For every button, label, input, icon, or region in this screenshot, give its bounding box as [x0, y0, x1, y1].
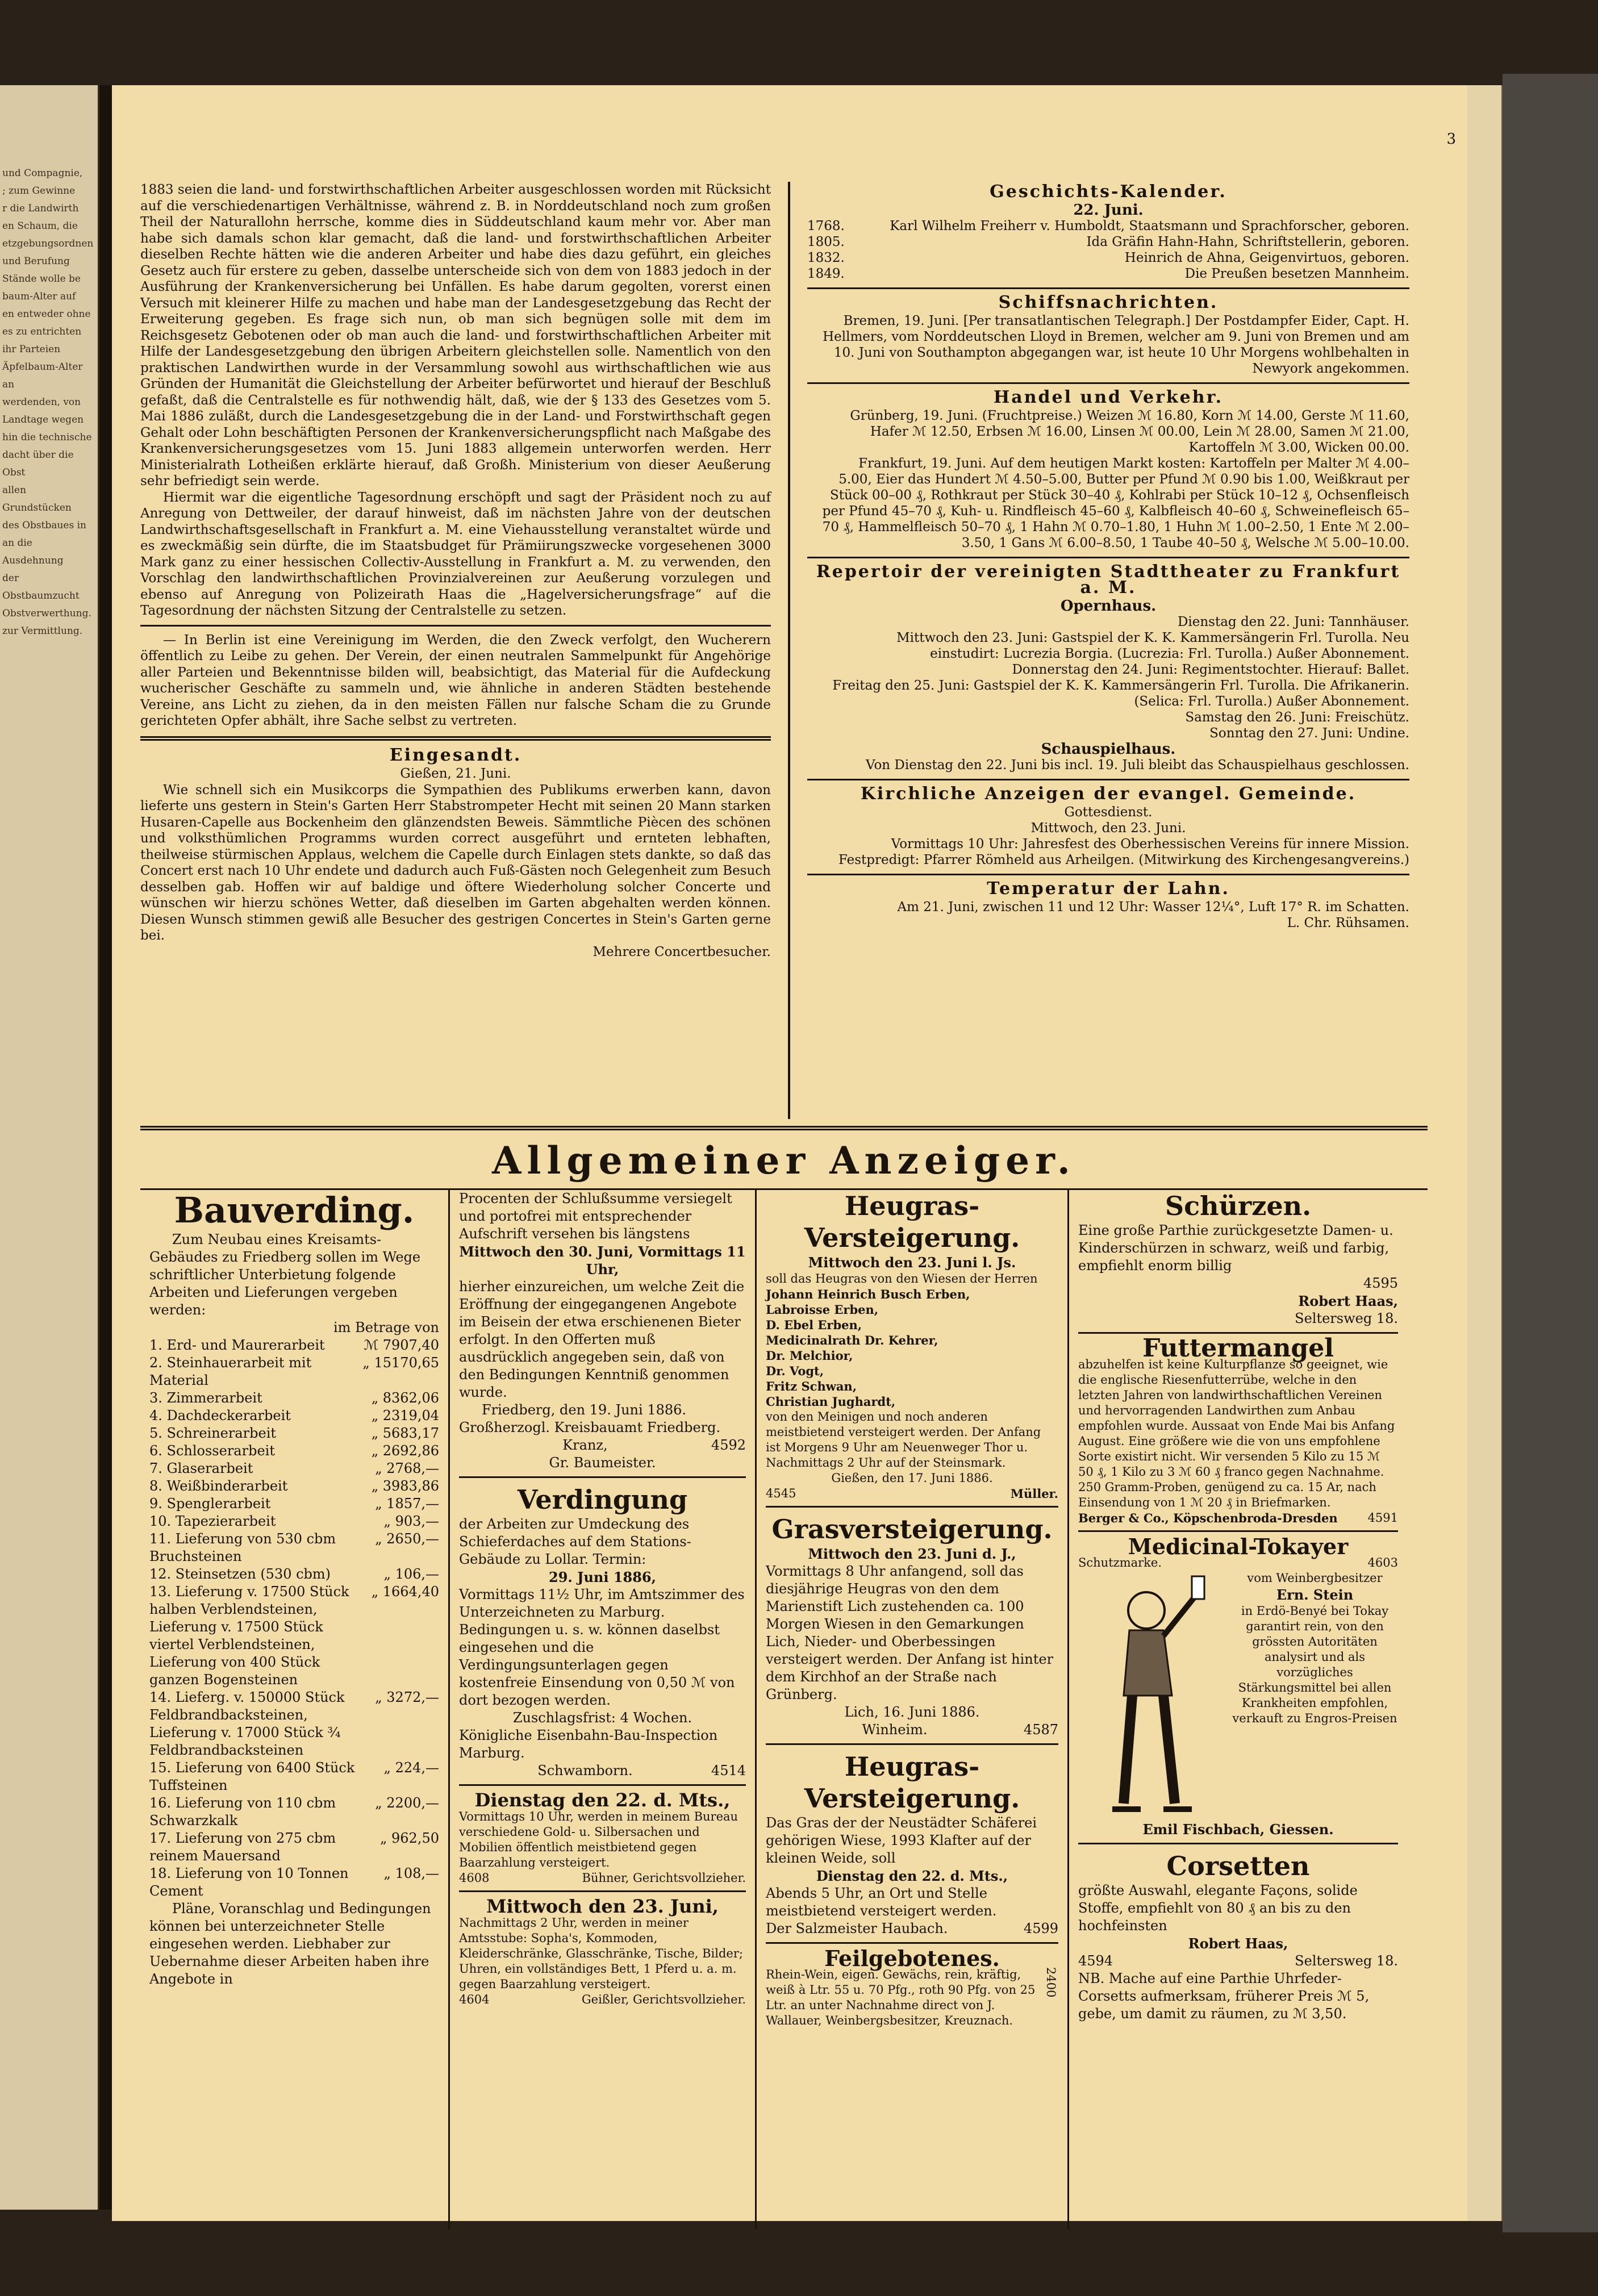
bauverding-item [149, 1513, 439, 1530]
church-title: Kirchliche Anzeigen der evangel. Gemeinde. [860, 784, 1357, 804]
ad-number: 4599 [1023, 1921, 1058, 1936]
left-margin-line: es zu entrichten [2, 326, 82, 337]
bauverding-item-value: „ 903,— [383, 1513, 439, 1529]
submitted-text: Wie schnell sich ein Musikcorps die Sympathien des Publikums erwerben kann, davon lieferte uns gestern in Stein's Garten Herr Stabstrompeter Hecht mit seinen 20 Mann starken Husaren-Capelle aus Bockenheim den glänzendsten Beweis. Sämmtliche Piècen des schönen und volksthümlichen Programms wurden correct ausgeführt und ernteten lebhaften, theilweise stürmischen Applaus, welchem die Capelle durch Einlagen stets dankte, so daß das Concert erst nach 10 Uhr endete und dadurch auch Fuß-Gästen noch Gelegenheit zum Besuch desselben gab. Hoffen wir auf baldige und öftere Wiederholung solcher Concerte und wünschen wir hierzu schönes Wetter, daß dieselben im Garten abgehalten werden können. Diesen Wunsch stimmen gewiß alle Besucher des gestrigen Concertes in Stein's Garten gerne bei. [140, 782, 771, 943]
heugras2-title: Heugras-Versteigerung. [804, 1751, 1020, 1814]
bauverding-items [149, 1337, 439, 1900]
heugras-owner-name: Labroisse Erben, [766, 1303, 879, 1317]
bauverding-item-value: „ 5683,17 [371, 1425, 439, 1441]
tokayer-name: Ern. Stein [1276, 1587, 1354, 1603]
bauverding-cont-text2: hierher einzureichen, um welche Zeit die Eröffnung der eingegangenen Angebote im Beisein der etwa erschienenen Bieter erfolgt. In den Offerten muß ausdrücklich angegeben sein, daß von den Bedingungen Kenntniß genommen wurde. [459, 1279, 745, 1400]
bauverding-item-label: 18. Lieferung von 10 Tonnen Cement [149, 1865, 349, 1899]
heugras-owner-name: Dr. Vogt, [766, 1364, 824, 1378]
newspaper-page [112, 85, 1467, 2221]
heugras-owner-name: Fritz Schwan, [766, 1379, 857, 1393]
corsetten-sign: Robert Haas, [1188, 1935, 1288, 1952]
left-margin-line: der Obstbaumzucht [2, 573, 80, 602]
bauverding-item [149, 1337, 439, 1354]
theatre-line: Samstag den 26. Juni: Freischütz. [1185, 710, 1409, 725]
trademark-figure-image [1078, 1571, 1226, 1821]
bauverding-item-value: ℳ 7907,40 [364, 1337, 439, 1353]
theatre-title: Repertoir der vereinigten Stadttheater zu Frankfurt a. M. [816, 562, 1401, 598]
auction2-title: Mittwoch den 23. Juni, [486, 1896, 719, 1917]
bauverding-item-label: 16. Lieferung von 110 cbm Schwarzkalk [149, 1795, 336, 1829]
bauverding-item-label: 8. Weißbinderarbeit [149, 1478, 288, 1494]
heugras-owner-name: D. Ebel Erben, [766, 1318, 862, 1332]
bauverding-cont-text: Procenten der Schlußsumme versiegelt und portofrei mit entsprechender Aufschrift versehen bis längstens [459, 1191, 732, 1242]
bauverding-title: Bauverding. [174, 1189, 415, 1231]
bauverding-item [149, 1566, 439, 1583]
ad-column-1 [140, 1190, 450, 2230]
bauverding-item [149, 1442, 439, 1460]
bauverding-item-label: 15. Lieferung von 6400 Stück Tuffsteinen [149, 1760, 355, 1793]
left-margin-line: werdenden, von [2, 396, 81, 408]
left-margin-line: en entweder ohne [2, 308, 91, 320]
bauverding-item-label: 3. Zimmerarbeit [149, 1390, 262, 1406]
bauverding-item [149, 1407, 439, 1425]
article-paragraph: — In Berlin ist eine Vereinigung im Werden, die den Zweck verfolgt, den Wucherern öffentlich zu Leibe zu gehen. Der Verein, der einen neutralen Sammelpunkt für Angehörige aller Parteien und Bekenntnisse bilden will, beabsichtigt, das Material für die Aufdeckung wucherischer Geschäfte zu sammeln und, wie ähnliche in anderen Städten bestehende Vereine, ans Licht zu ziehen, da in den meisten Fällen nur falsche Scham die zu Grunde gerichteten Opfer abhält, ihre Sache selbst zu vertreten. [140, 632, 771, 728]
calendar-title: Geschichts-Kalender. [990, 182, 1227, 202]
calendar-text: Heinrich de Ahna, Geigenvirtuos, geboren. [1124, 251, 1409, 265]
heugras2-text: Das Gras der der Neustädter Schäferei gehörigen Wiese, 1993 Klafter auf der kleinen Weide, soll [766, 1815, 1037, 1866]
calendar-text: Die Preußen besetzen Mannheim. [1184, 266, 1409, 281]
temperature-title: Temperatur der Lahn. [987, 879, 1230, 899]
bauverding-item-label: 6. Schlosserarbeit [149, 1443, 275, 1459]
bauverding-item [149, 1495, 439, 1513]
bauverding-item-value: „ 2692,86 [371, 1443, 439, 1459]
bauverding-item-value: „ 3272,— [375, 1689, 439, 1705]
ad-number: 4591 [1367, 1511, 1398, 1525]
bauverding-item-value: „ 1857,— [375, 1496, 439, 1512]
bauverding-item-label: 11. Lieferung von 530 cbm Bruchsteinen [149, 1531, 336, 1564]
page-number: 3 [1446, 131, 1456, 148]
theatre-line: Freitag den 25. Juni: Gastspiel der K. K. Kammersängerin Frl. Turolla. Die Afrikanerin. (Selica: Frl. Turolla.) Außer Abonnement. [832, 678, 1409, 709]
bauverding-item-label: 7. Glaserarbeit [149, 1460, 253, 1476]
bauverding-cont-sign: Kranz, [562, 1437, 608, 1453]
heugras-owner-name: Medicinalrath Dr. Kehrer, [766, 1333, 938, 1347]
corsetten-addr: Seltersweg 18. [1295, 1953, 1398, 1969]
schuerzen-text: Eine große Parthie zurückgesetzte Damen- u. Kinderschürzen in schwarz, weiß und farbig, empfiehlt enorm billig [1078, 1222, 1393, 1274]
left-margin-line: ; zum Gewinne [2, 185, 76, 197]
theatre-line: Donnerstag den 24. Juni: Regimentstochter. Hierauf: Ballet. [1012, 662, 1409, 677]
news-column [807, 182, 1409, 1119]
bauverding-outro: Pläne, Voranschlag und Bedingungen können bei unterzeichneter Stelle eingesehen werden. Liebhaber zur Uebernahme dieser Arbeiten haben ihre Angebote in [149, 1901, 431, 1987]
heugras1-title: Heugras-Versteigerung. [804, 1191, 1020, 1253]
calendar-year: 1849. [807, 266, 845, 281]
calendar-text: Ida Gräfin Hahn-Hahn, Schriftstellerin, geboren. [1086, 235, 1409, 249]
verdingung-title: Verdingung [517, 1484, 688, 1515]
bauverding-item [149, 1460, 439, 1477]
heugras1-text: soll das Heugras von den Wiesen der Herren [766, 1272, 1038, 1285]
temperature-text: Am 21. Juni, zwischen 11 und 12 Uhr: Wasser 12¼°, Luft 17° R. im Schatten. [897, 900, 1409, 915]
bauverding-item-label: 2. Steinhauerarbeit mit Material [149, 1355, 312, 1388]
trade-title: Handel und Verkehr. [993, 387, 1224, 407]
left-margin-line: hin die technische [2, 432, 92, 443]
playhouse-label: Schauspielhaus. [1041, 741, 1176, 758]
theatre-line: Dienstag den 22. Juni: Tannhäuser. [1177, 615, 1409, 629]
trade-text: Frankfurt, 19. Juni. Auf dem heutigen Markt kosten: Kartoffeln per Malter ℳ 4.00–5.00, Eier das Hundert ℳ 4.50–5.00, Butter per Pfund ℳ 0.90 bis 1.00, Weißkraut per Stück 00–00 ₰, Rothkraut per Stück 30–40 ₰, Kohlrabi per Stück 10–12 ₰, Ochsenfleisch per Pfund 45–70 ₰, Kuh- u. Rindfleisch 45–60 ₰, Kalbfleisch 40–60 ₰, Schweinefleisch 65–70 ₰, Hammelfleisch 50–70 ₰, 1 Hahn ℳ 0.70–1.80, 1 Huhn ℳ 1.00–2.50, 1 Ente ℳ 2.00–3.50, 1 Gans ℳ 6.00–8.50, 1 Taube 40–50 ₰, Welsche ℳ 5.00–10.00. [822, 456, 1409, 550]
playhouse-text: Von Dienstag den 22. Juni bis incl. 19. Juli bleibt das Schauspielhaus geschlossen. [865, 758, 1409, 773]
tokayer-from: vom Weinbergbesitzer [1247, 1571, 1383, 1585]
bauverding-item-value: „ 106,— [383, 1566, 439, 1582]
left-margin-line: des Obstbaues in [2, 520, 86, 531]
left-margin-line: zur Vermittlung. [2, 625, 83, 637]
bauverding-item-label: 14. Lieferg. v. 150000 Stück Feldbrandbacksteinen, Lieferung v. 17000 Stück ¾ Feldbrandbacksteinen [149, 1689, 345, 1758]
heugras1-date: Mittwoch den 23. Juni l. Js. [808, 1254, 1016, 1271]
bauverding-item-value: „ 15170,65 [362, 1355, 439, 1371]
ad-number: 4604 [459, 1993, 490, 2006]
calendar-entry [807, 218, 1409, 234]
bauverding-item-label: 1. Erd- und Maurerarbeit [149, 1337, 325, 1353]
ad-number: 2400 [1044, 1967, 1058, 1998]
left-margin-line: Äpfelbaum-Alter an [2, 361, 83, 390]
bauverding-item-label: 13. Lieferung v. 17500 Stück halben Verblendsteinen, Lieferung v. 17500 Stück viertel Verblendsteinen, Lieferung von 400 Stück ganzen Bogensteinen [149, 1584, 349, 1688]
schuerzen-sign: Robert Haas, [1298, 1293, 1398, 1309]
submitted-title: Eingesandt. [389, 745, 522, 765]
bauverding-item [149, 1794, 439, 1830]
ad-number: 4608 [459, 1871, 490, 1885]
bauverding-item-value: „ 2200,— [375, 1795, 439, 1811]
corsetten-text: größte Auswahl, elegante Façons, solide Stoffe, empfiehlt von 80 ₰ an bis zu den hochfeinsten [1078, 1882, 1358, 1934]
bauverding-intro: Zum Neubau eines Kreisamts-Gebäudes zu Friedberg sollen im Wege schriftlicher Unterbietung folgende Arbeiten und Lieferungen vergeben werden: [149, 1232, 421, 1318]
book-spine [99, 85, 112, 2210]
bauverding-item [149, 1425, 439, 1442]
ad-number: 4514 [711, 1763, 746, 1779]
schuerzen-addr: Seltersweg 18. [1295, 1310, 1398, 1326]
ad-number: 4595 [1363, 1275, 1398, 1291]
church-sub: Gottesdienst. [1064, 805, 1153, 820]
calendar-year: 1768. [807, 219, 845, 233]
heugras1-text2: von den Meinigen und noch anderen meistbietend versteigert werden. Der Anfang ist Morgens 9 Uhr am Neuenweger Thor u. Nachmittags 2 Uhr auf der Steinsmark. [766, 1410, 1041, 1470]
bauverding-item-label: 4. Dachdeckerarbeit [149, 1408, 291, 1423]
futtermangel-text: abzuhelfen ist keine Kulturpflanze so geeignet, wie die englische Riesenfutterrübe, welche in den letzten Jahren von landwirthschaftlichen Vereinen und hervorragenden Landwirthen zum Anbau empfohlen wurde. Aussaat von Ende Mai bis Anfang August. Eine größere wie die von uns empfohlene Sorte existirt nicht. Wir versenden 5 Kilo zu 15 ℳ 50 ₰, 1 Kilo zu 3 ℳ 60 ₰ franco gegen Nachnahme. 250 Gramm-Proben, genügend zu ca. 15 Ar, nach Einsendung von 1 ℳ 20 ₰ in Briefmarken. [1078, 1358, 1395, 1509]
auction1-sign: Bühner, Gerichtsvollzieher. [582, 1871, 746, 1885]
verdingung-text: der Arbeiten zur Umdeckung des Schieferdaches auf dem Stations-Gebäude zu Lollar. Termin: [459, 1516, 691, 1567]
tokayer-text: garantirt rein, von den grössten Autoritäten analysirt und als vorzügliches Stärkungsmittel bei allen Krankheiten empfohlen, verkauft zu Engros-Preisen [1232, 1619, 1397, 1725]
advertiser-title: Allgemeiner Anzeiger. [492, 1138, 1076, 1183]
theatre-line: Mittwoch den 23. Juni: Gastspiel der K. K. Kammersängerin Frl. Turolla. Neu einstudirt: Lucrezia Borgia. (Lucrezia: Frl. Turolla.) Außer Abonnement. [896, 631, 1409, 661]
auction2-sign: Geißler, Gerichtsvollzieher. [581, 1993, 746, 2006]
grasversteigerung-text: Vormittags 8 Uhr anfangend, soll das diesjährige Heugras von den dem Marienstift Lich zustehenden ca. 100 Morgen Wiesen in den Gemarkungen Lich, Nieder- und Oberbessingen versteigert werden. Der Anfang ist hinter dem Kirchhof an der Straße nach Grünberg. [766, 1563, 1054, 1702]
calendar-entry [807, 266, 1409, 282]
calendar-entries [807, 218, 1409, 282]
left-margin-line: etzgebungsordnen [2, 238, 94, 249]
heugras1-names [766, 1287, 1058, 1409]
left-margin-line: Landtage wegen [2, 414, 84, 425]
left-margin-text [2, 165, 94, 640]
heugras-owner-name: Johann Heinrich Busch Erben, [766, 1287, 970, 1301]
bauverding-item-value: „ 2650,— [375, 1531, 439, 1547]
tokayer-place: in Erdö-Benyé bei Tokay [1241, 1604, 1389, 1618]
left-margin-line: und Berufung [2, 256, 70, 267]
bauverding-amount-header: im Betrage von [333, 1320, 439, 1335]
ad-number: 4545 [766, 1487, 796, 1500]
article-paragraph: Hiermit war die eigentliche Tagesordnung erschöpft und sagt der Präsident noch zu auf Anregung von Dettweiler, der darauf hinweist, daß im nächsten Jahre von der deutschen Landwirthschaftsgesellschaft in Frankfurt a. M. eine Viehausstellung veranstaltet würde und es zweckmäßig sein dürfte, die im Staatsbudget für Prämiirungszwecke vorgesehenen 3000 Mark ganz zu einer hessischen Collectiv-Ausstellung in Frankfurt a. M. zu verwenden, den Vorschlag den landwirthschaftlichen Provinzialvereinen zur Aeußerung vorzulegen und ebenso auf Anregung von Polizeirath Haas die „Hagelversicherungsfrage“ auf die Tagesordnung der nächsten Sitzung der Centralstelle zu setzen. [140, 490, 771, 618]
bauverding-item-value: „ 962,50 [379, 1830, 439, 1846]
left-margin-line: dacht über die Obst [2, 449, 74, 478]
verdingung-date: 29. Juni 1886, [549, 1569, 656, 1585]
verdingung-office: Königliche Eisenbahn-Bau-Inspection Marburg. [459, 1727, 718, 1761]
bauverding-item-label: 12. Steinsetzen (530 cbm) [149, 1566, 331, 1582]
ad-number: 4603 [1367, 1556, 1398, 1569]
grasversteigerung-place: Lich, 16. Juni 1886. [844, 1704, 980, 1720]
bauverding-item-label: 9. Spenglerarbeit [149, 1496, 271, 1512]
heugras1-sign: Müller. [1010, 1487, 1058, 1501]
theatre-lines [807, 614, 1409, 741]
heugras-owner-name: Christian Jughardt, [766, 1395, 896, 1409]
calendar-year: 1832. [807, 251, 845, 265]
bauverding-item [149, 1865, 439, 1900]
bauverding-item-value: „ 2768,— [375, 1460, 439, 1476]
theatre-line: Sonntag den 27. Juni: Undine. [1209, 726, 1409, 741]
left-margin-line: en Schaum, die [2, 220, 78, 232]
heugras2-sign: Der Salzmeister Haubach. [766, 1921, 948, 1936]
temperature-sign: L. Chr. Rühsamen. [1287, 916, 1409, 930]
bauverding-item-value: „ 8362,06 [371, 1390, 439, 1406]
ad-number: 4592 [711, 1437, 746, 1453]
bauverding-item [149, 1689, 439, 1759]
article-paragraph: 1883 seien die land- und forstwirthschaftlichen Arbeiter ausgeschlossen worden mit Rücksicht auf die verschiedenartigen Verhältnisse, während z. B. in Norddeutschland noch zum großen Theil der Naturallohn herrsche, komme dies in Süddeutschland kaum mehr vor. Aber man habe sich damals schon klar gemacht, daß die land- und forstwirthschaftlichen Arbeiter dieselben Rechte hätten wie die anderen Arbeiter und habe dies dazu geführt, ein gleiches Gesetz auch für erstere zu geben, dasselbe unterscheide sich von dem von 1883 jedoch in der Ausführung der Krankenversicherung bei Unfällen. Es habe darum gegolten, vorerst einen Versuch mit kleinerer Hilfe zu machen und habe man der Landesgesetzgebung das Recht der Erweiterung gegeben. Es frage sich nun, ob man sich begnügen solle mit dem im Reichsgesetz Gebotenen oder ob man auch die land- und forstwirthschaftlichen Arbeiter mit Hilfe der Landesgesetzgebung den übrigen Arbeitern gleichstellen solle. Namentlich von den praktischen Landwirthen wurde in der Versammlung sowohl aus wirthschaftlichen wie aus Gründen der Humanität die Gleichstellung der Arbeiter befürwortet und hierauf der Beschluß gefaßt, daß die Centralstelle es für nothwendig hält, daß, wie der § 133 des Gesetzes vom 5. Mai 1886 zuläßt, durch die Landesgesetzgebung die in der Land- und Forstwirthschaft gegen Gehalt oder Lohn beschäftigten Personen der Krankenversicherungspflicht nach Maßgabe des Krankenversicherungsgesetzes vom 15. Juni 1883 allgemein unterworfen werden. Herr Ministerialrath Lotheißen erklärte hierauf, daß Großh. Ministerium von dieser Aeußerung sehr befriedigt sein werde. [140, 182, 771, 489]
calendar-entry [807, 234, 1409, 250]
left-margin-line: ihr Parteien [2, 344, 61, 355]
page-edge [1467, 85, 1503, 2221]
bauverding-item-label: 10. Tapezierarbeit [149, 1513, 276, 1529]
left-margin-line: an die Ausdehnung [2, 537, 64, 566]
ad-column-4 [1069, 1190, 1407, 2230]
corsetten-nb: NB. Mache auf eine Parthie Uhrfeder-Corsetts aufmerksam, früherer Preis ℳ 5, gebe, um damit zu räumen, zu ℳ 3,50. [1078, 1971, 1370, 2022]
church-date: Mittwoch, den 23. Juni. [1030, 821, 1186, 836]
bauverding-cont-sign2: Gr. Baumeister. [549, 1455, 656, 1471]
bauverding-item [149, 1759, 439, 1794]
feilgebotenes-title: Feilgebotenes. [824, 1946, 1000, 1971]
heugras2-text2: Abends 5 Uhr, an Ort und Stelle meistbietend versteigert werden. [766, 1885, 997, 1919]
ad-column-2 [450, 1190, 757, 2230]
left-margin-line: r die Landwirth [2, 203, 79, 214]
bauverding-item-label: 17. Lieferung von 275 cbm reinem Mauersand [149, 1830, 336, 1864]
bauverding-cont-date: Mittwoch den 30. Juni, Vormittags 11 Uhr, [459, 1243, 746, 1278]
tokayer-title: Medicinal-Tokayer [1128, 1534, 1349, 1559]
bauverding-item [149, 1830, 439, 1865]
auction2-text: Nachmittags 2 Uhr, werden in meiner Amtsstube: Sopha's, Kommoden, Kleiderschränke, Glasschränke, Tische, Bilder; Uhren, ein vollständiges Bett, 1 Pferd u. a. m. gegen Baarzahlung versteigert. [459, 1916, 743, 1991]
verdingung-term: Zuschlagsfrist: 4 Wochen. [512, 1710, 692, 1726]
left-margin-line: Stände wolle be [2, 273, 81, 285]
calendar-entry [807, 250, 1409, 266]
advertisements [140, 1188, 1428, 2230]
futtermangel-title: Futtermangel [1142, 1334, 1334, 1363]
ad-number: 4594 [1078, 1953, 1113, 1969]
heugras1-place: Gießen, den 17. Juni 1886. [831, 1471, 993, 1485]
auction1-text: Vormittags 10 Uhr, werden in meinem Bureau verschiedene Gold- u. Silbersachen und Mobilien öffentlich meistbietend gegen Baarzahlung versteigert. [459, 1810, 738, 1869]
opera-label: Opernhaus. [1060, 598, 1157, 615]
bauverding-item-value: „ 2319,04 [371, 1408, 439, 1423]
ad-number: 4587 [1023, 1722, 1058, 1738]
feilgebotenes-text: Rhein-Wein, eigen. Gewächs, rein, kräftig, weiß à Ltr. 55 u. 70 Pfg., roth 90 Pfg. von 25 Ltr. an unter Nachnahme direct von J. Wallauer, Weinbergsbesitzer, Kreuznach. [766, 1968, 1036, 2027]
bauverding-item-value: „ 224,— [383, 1760, 439, 1776]
heugras-owner-name: Dr. Melchior, [766, 1349, 853, 1363]
shipping-text: Bremen, 19. Juni. [Per transatlantischen Telegraph.] Der Postdampfer Eider, Capt. H. Hellmers, vom Norddeutschen Lloyd in Bremen, welcher am 9. Juni von Bremen und am 10. Juni von Southampton abgegangen war, ist heute 10 Uhr Morgens wohlbehalten in Newyork angekommen. [823, 314, 1409, 376]
bauverding-item [149, 1583, 439, 1689]
bauverding-item-value: „ 108,— [383, 1865, 439, 1881]
futtermangel-sign: Berger & Co., Köpschenbroda-Dresden [1078, 1511, 1338, 1525]
bauverding-item-value: „ 1664,40 [371, 1584, 439, 1600]
submitted-sign: Mehrere Concertbesucher. [593, 944, 771, 959]
bauverding-item [149, 1530, 439, 1566]
calendar-year: 1805. [807, 235, 845, 249]
binding-edge [1503, 74, 1598, 2232]
grasversteigerung-title: Grasversteigerung. [771, 1514, 1053, 1544]
shipping-title: Schiffsnachrichten. [998, 293, 1219, 312]
ad-column-3 [757, 1190, 1069, 2230]
trade-text: Grünberg, 19. Juni. (Fruchtpreise.) Weizen ℳ 16.80, Korn ℳ 14.00, Gerste ℳ 11.60, Hafer ℳ 12.50, Erbsen ℳ 16.00, Linsen ℳ 00.00, Lein ℳ 28.00, Samen ℳ 21.00, Kartoffeln ℳ 3.00, Wicken 00.00. [850, 408, 1409, 455]
heugras2-date: Dienstag den 22. d. Mts., [816, 1868, 1008, 1884]
tokayer-seller: Emil Fischbach, Giessen. [1142, 1821, 1334, 1838]
upper-section [140, 182, 1428, 1119]
verdingung-text2: Vormittags 11½ Uhr, im Amtszimmer des Unterzeichneten zu Marburg. Bedingungen u. s. w. können daselbst eingesehen und die Verdingungsunterlagen gegen kostenfreie Einsendung von 0,50 ℳ von dort bezogen werden. [459, 1587, 745, 1708]
church-text: Vormittags 10 Uhr: Jahresfest des Oberhessischen Vereins für innere Mission. Festpredigt: Pfarrer Römheld aus Arheilgen. (Mitwirkung des Kirchengesangvereins.) [838, 837, 1409, 867]
bauverding-cont-place: Friedberg, den 19. Juni 1886. [482, 1402, 687, 1418]
bauverding-cont-office: Großherzogl. Kreisbauamt Friedberg. [459, 1420, 721, 1435]
submitted-place: Gießen, 21. Juni. [400, 766, 511, 781]
left-page-margin [0, 85, 99, 2210]
bauverding-item [149, 1354, 439, 1389]
corsetten-title: Corsetten [1166, 1851, 1310, 1881]
grasversteigerung-sign: Winheim. [862, 1722, 928, 1738]
left-margin-line: und Compagnie, [2, 168, 83, 179]
bauverding-item [149, 1389, 439, 1407]
left-margin-line: baum-Alter auf [2, 291, 76, 302]
calendar-date: 22. Juni. [1073, 202, 1144, 219]
verdingung-sign: Schwamborn. [537, 1763, 633, 1779]
calendar-text: Karl Wilhelm Freiherr v. Humboldt, Staatsmann und Sprachforscher, geboren. [890, 219, 1409, 233]
article-column [140, 182, 771, 1119]
left-margin-line: allen Grundstücken [2, 485, 72, 514]
bauverding-item [149, 1477, 439, 1495]
schuerzen-title: Schürzen. [1165, 1191, 1312, 1221]
tokayer-trademark: Schutzmarke. [1078, 1556, 1162, 1569]
left-margin-line: Obstverwerthung. [2, 608, 91, 619]
bauverding-item-label: 5. Schreinerarbeit [149, 1425, 277, 1441]
grasversteigerung-date: Mittwoch den 23. Juni d. J., [808, 1546, 1016, 1562]
bauverding-item-value: „ 3983,86 [371, 1478, 439, 1494]
auction1-title: Dienstag den 22. d. Mts., [474, 1789, 731, 1811]
